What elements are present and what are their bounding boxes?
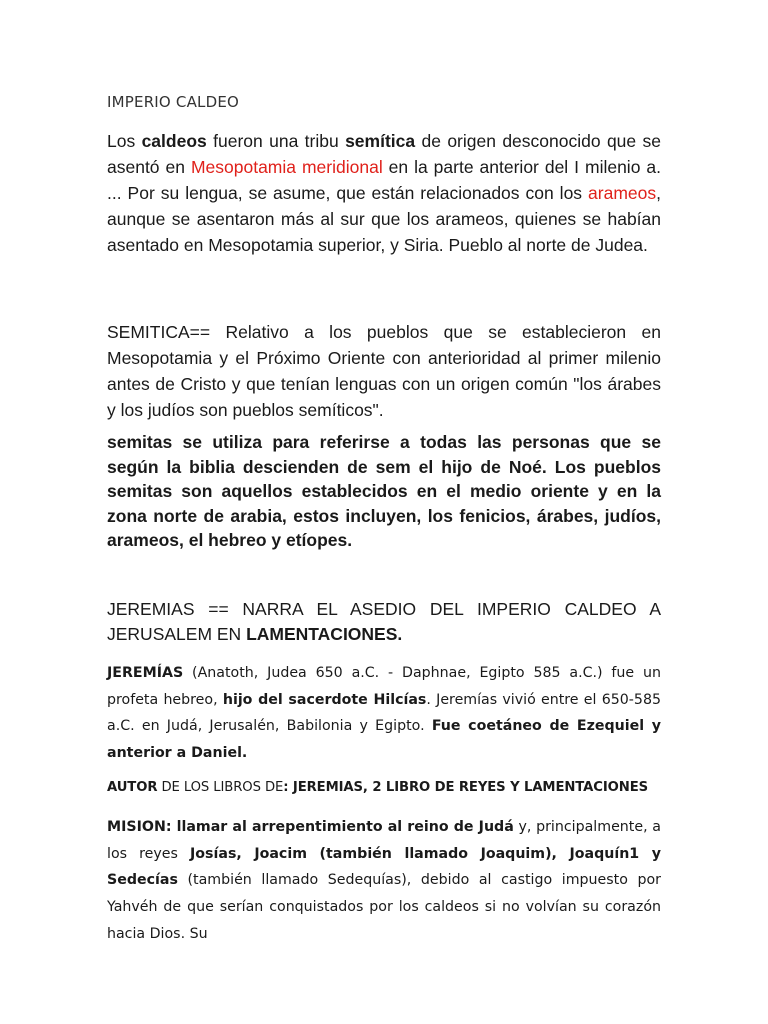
link-mesopotamia-meridional[interactable]: Mesopotamia meridional [190,157,383,177]
bold-term-libros: : JEREMIAS, 2 LIBRO DE REYES Y LAMENTACIONES [283,780,649,795]
section-heading: IMPERIO CALDEO [107,93,240,111]
bold-term-autor: AUTOR [107,780,158,795]
text-run: fueron una tribu [206,131,346,151]
paragraph-semitas: semitas se utiliza para referirse a todas las personas que se según la biblia descienden de sem el hijo de Noé. Los pueblos semitas son aquellos establecidos en el medio oriente y en la zona norte de arabia, estos incluyen, los fenicios, árabes, judíos, arameos, el hebreo y etíopes. [107,432,661,550]
bold-term-lamentaciones: LAMENTACIONES. [246,623,403,644]
text-run: JEREMIAS == NARRA EL ASEDIO DEL IMPERIO CALDEO A JERUSALEM EN [107,599,661,644]
paragraph-mision [107,814,661,948]
text-run: (Anatoth, Judea 650 a.C. - Daphnae, Egipto 585 a.C.) fue un profeta hebreo, [107,665,661,708]
text-run: , aunque se asentaron más al sur que los arameos, quienes se habían asentado en Mesopotamia superior, y Siria. Pueblo al norte de Judea. [107,183,661,255]
bold-term-semitica: semítica [345,131,416,151]
paragraph-jeremias-heading [107,597,661,646]
link-arameos[interactable]: arameos [588,183,657,203]
text-run: en la parte anterior del I milenio a. ... Por su lengua, se asume, que están relacionados con los [107,157,661,203]
text-run: (también llamado Sedequías), debido al castigo impuesto por Yahvéh de que serían conquistados por los caldeos si no volvían su corazón hacia Dios. Su [107,872,661,942]
bold-term-ezequiel: Fue coetáneo de Ezequiel y anterior a Daniel. [107,718,661,762]
bold-term-jeremias: JEREMÍAS [107,665,184,681]
text-run: . Jeremías vivió entre el 650-585 a.C. en Judá, Jerusalén, Babilonia y Egipto. [107,691,661,735]
text-run: de origen desconocido que se asentó en [107,131,661,177]
bold-term-caldeos: caldeos [141,131,207,151]
text-run: DE LOS LIBROS DE [157,780,284,795]
paragraph-jeremias-bio [107,660,661,767]
paragraph-autor [107,777,661,799]
paragraph-semitica: SEMITICA== Relativo a los pueblos que se establecieron en Mesopotamia y el Próximo Oriente con anterioridad al primer milenio antes de Cristo y que tenían lenguas con un origen común "los árabes y los judíos son pueblos semíticos". [107,322,661,420]
text-run: y, principalmente, a los reyes [107,819,661,862]
bold-term-mision: MISION: llamar al arrepentimiento al reino de Judá [107,819,514,835]
text-run: Los [107,131,142,151]
paragraph-caldeos [107,128,661,258]
bold-term-reyes: Josías, Joacim (también llamado Joaquim), Joaquín1 y Sedecías [107,845,661,889]
bold-term-hilcias: hijo del sacerdote Hilcías [222,691,427,708]
